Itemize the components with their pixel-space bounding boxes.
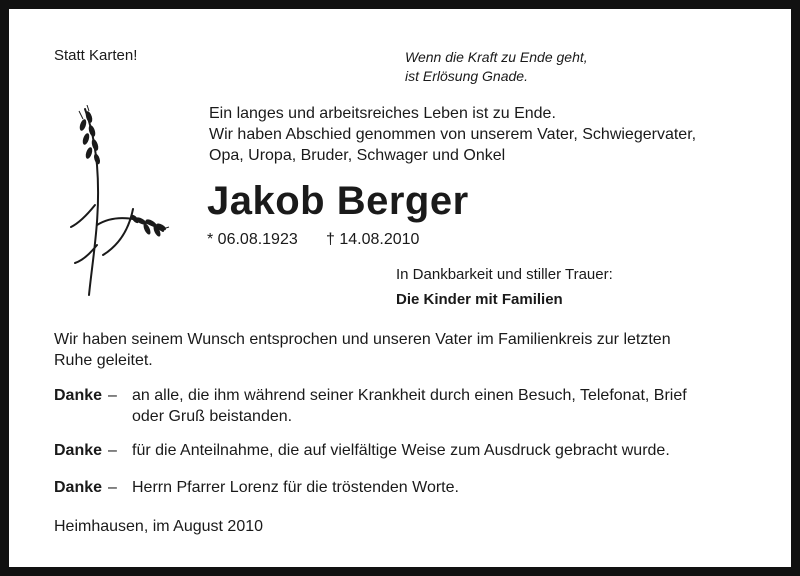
intro-line-3: Opa, Uropa, Bruder, Schwager und Onkel [209,147,506,164]
thanks-text-line-1: Herrn Pfarrer Lorenz für die tröstenden Worte. [132,479,459,496]
intro-line-2: Wir haben Abschied genommen von unserem Vater, Schwiegervater, [209,126,697,143]
place-and-date: Heimhausen, im August 2010 [54,518,264,535]
thanks-keyword: Danke [54,479,103,496]
birth-date: * 06.08.1923 [207,231,298,248]
death-date: † 14.08.2010 [326,231,420,248]
thanks-text-line-2: oder Gruß beistanden. [132,408,293,425]
motto-line-2: ist Erlösung Gnade. [405,68,528,84]
wheat-ears-icon [67,105,171,297]
mourners: Die Kinder mit Familien [396,291,563,308]
intro-line-1: Ein langes und arbeitsreiches Leben ist zu Ende. [209,105,556,122]
burial-line-1: Wir haben seinem Wunsch entsprochen und unseren Vater im Familienkreis zur letzten [54,331,671,348]
thanks-dash: – [108,387,117,404]
thanks-dash: – [108,442,117,459]
thanks-text-line-1: für die Anteilnahme, die auf vielfältige Weise zum Ausdruck gebracht wurde. [132,442,670,459]
header-statt-karten: Statt Karten! [54,47,138,64]
motto-line-1: Wenn die Kraft zu Ende geht, [405,49,588,65]
thanks-keyword: Danke [54,442,103,459]
mourning-line: In Dankbarkeit und stiller Trauer: [396,266,613,283]
thanks-dash: – [108,479,117,496]
burial-line-2: Ruhe geleitet. [54,352,153,369]
thanks-keyword: Danke [54,387,103,404]
thanks-text-line-1: an alle, die ihm während seiner Krankheit durch einen Besuch, Telefonat, Brief [132,387,687,404]
deceased-name: Jakob Berger [207,179,469,223]
